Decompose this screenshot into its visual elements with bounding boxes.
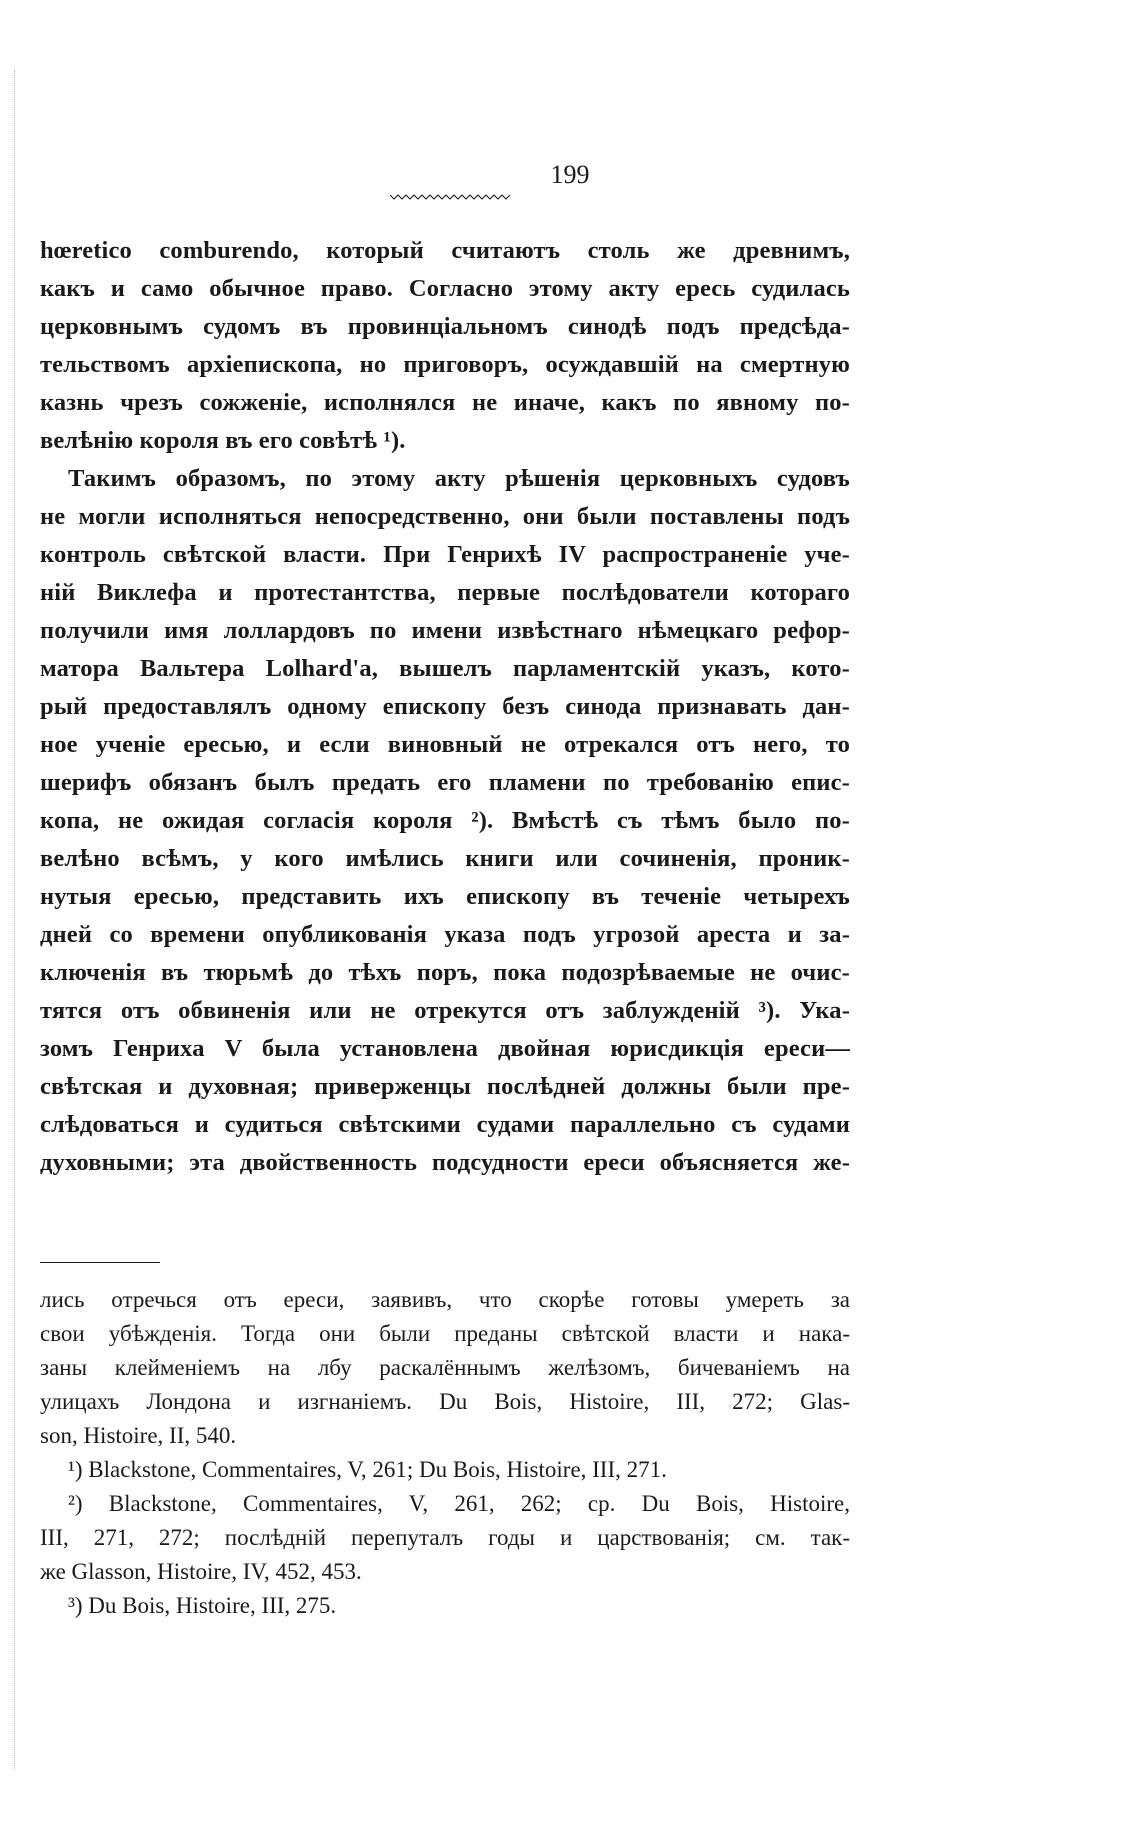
footnote-2 [40,1487,850,1589]
text-line: какъ и само обычное право. Согласно этому акту ересь судилась [40,275,850,302]
footnote-continuation [40,1283,850,1453]
text-line: ключенiя въ тюрьмѣ до тѣхъ поръ, пока подозрѣваемые не очис- [40,959,850,986]
text-line: hœretico comburendo, который считаютъ столь же древнимъ, [40,237,850,264]
text-line: велѣнiю короля въ его совѣтѣ ¹). [40,427,406,454]
footnote-line: же Glasson, Histoire, IV, 452, 453. [40,1559,362,1584]
text-line: ное ученiе ересью, и если виновный не отрекался отъ него, то [40,731,850,758]
page-number-ornament [390,193,510,201]
text-line: контроль свѣтской власти. При Генрихѣ IV распространенiе уче- [40,541,850,568]
footnote-line: ¹) Blackstone, Commentaires, V, 261; Du Bois, Histoire, III, 271. [68,1457,667,1482]
footnote-3 [40,1589,850,1623]
text-line: зомъ Генриха V была установлена двойная юрисдикцiя ереси— [40,1035,850,1062]
text-line: свѣтская и духовная; приверженцы послѣдней должны были пре- [40,1073,850,1100]
text-line: шерифъ обязанъ былъ предать его пламени по требованiю епис- [40,769,850,796]
footnotes [40,1283,850,1623]
paragraph-2 [40,460,850,1182]
text-line: нiй Виклефа и протестантства, первые послѣдователи котораго [40,579,850,606]
text-line: церковнымъ судомъ въ провинцiальномъ синодѣ подъ предсѣда- [40,313,850,340]
text-line: слѣдоваться и судиться свѣтскими судами параллельно съ судами [40,1111,850,1138]
text-line: рый предоставлялъ одному епископу безъ синода признавать дан- [40,693,850,720]
text-line: духовными; эта двойственность подсудности ереси объясняется же- [40,1149,850,1176]
text-line: матора Вальтера Lolhard'а, вышелъ парламентскiй указъ, кото- [40,655,850,682]
text-line: тятся отъ обвиненiя или не отрекутся отъ заблужденiй ³). Ука- [40,997,850,1024]
footnote-line: son, Histoire, II, 540. [40,1423,237,1448]
text-line: нутыя ересью, представить ихъ епископу въ теченiе четырехъ [40,883,850,910]
text-line: не могли исполняться непосредственно, они были поставлены подъ [40,503,850,530]
text-line: тельствомъ архiепископа, но приговоръ, осуждавшiй на смертную [40,351,850,378]
scan-edge [14,70,16,1770]
text-line: получили имя лоллардовъ по имени извѣстнаго нѣмецкаго рефор- [40,617,850,644]
page-number: 199 [550,160,590,189]
text-line: Такимъ образомъ, по этому акту рѣшенiя церковныхъ судовъ [68,465,850,492]
text-line: копа, не ожидая согласiя короля ²). Вмѣстѣ съ тѣмъ было по- [40,807,850,834]
text-line: дней со времени опубликованiя указа подъ угрозой ареста и за- [40,921,850,948]
footnote-line: ³) Du Bois, Histoire, III, 275. [68,1593,337,1618]
footnote-line: заны клейменiемъ на лбу раскалённымъ желѣзомъ, бичеванiемъ на [40,1355,850,1380]
main-text [40,232,850,1182]
text-line: казнь чрезъ сожженiе, исполнялся не иначе, какъ по явному по- [40,389,850,416]
footnote-line: III, 271, 272; послѣднiй перепуталъ годы и царствованiя; см. так- [40,1525,850,1550]
footnote-line: ²) Blackstone, Commentaires, V, 261, 262; ср. Du Bois, Histoire, [68,1491,850,1516]
footnote-line: улицахъ Лондона и изгнанiемъ. Du Bois, Histoire, III, 272; Glas- [40,1389,850,1414]
footnote-1 [40,1453,850,1487]
footnote-line: свои убѣжденiя. Тогда они были преданы свѣтской власти и нака- [40,1321,850,1346]
text-line: велѣно всѣмъ, у кого имѣлись книги или сочиненiя, проник- [40,845,850,872]
footnote-line: лись отречься отъ ереси, заявивъ, что скорѣе готовы умереть за [40,1287,850,1312]
footnote-separator [40,1262,160,1263]
paragraph-1 [40,232,850,460]
